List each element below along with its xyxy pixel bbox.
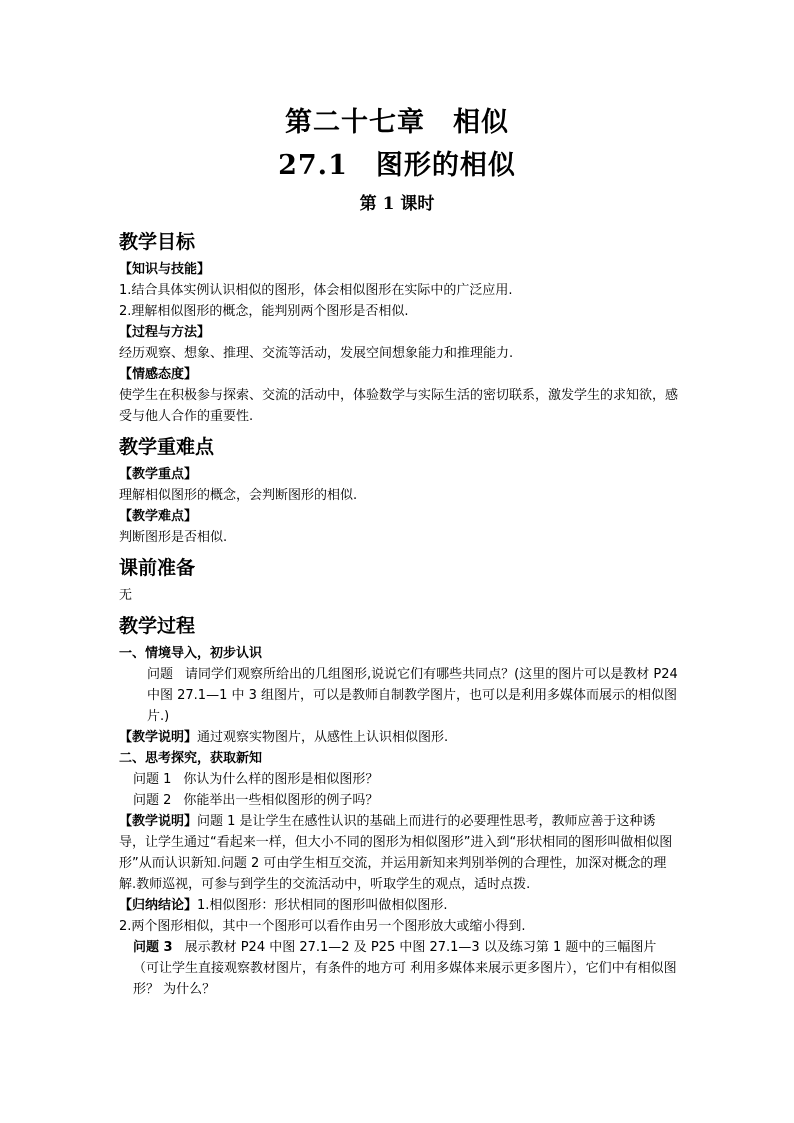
emotion-tag: 【情感态度】 xyxy=(119,367,198,382)
step2-note xyxy=(119,811,681,895)
procedure-heading: 教学过程 xyxy=(119,615,196,637)
step1-question-label: 问题 xyxy=(147,667,174,682)
step2-note-text: 问题 1 是让学生在感性认识的基础上而进行的必要理性思考，教师应善于这种诱导，让学生通过“看起来一样，但大小不同的图形为相似图形”进入到“形状相同的图形叫做相似图形”从而认识新知.问题 2 可由学生相互交流，并运用新知来判别举例的合理性，加深对概念的理解.教师巡视，可参与到学生的交流活动中，听取学生的观点，适时点拨. xyxy=(119,814,673,892)
step1-question xyxy=(119,664,681,727)
document-body xyxy=(119,228,681,1000)
question-1-text: 你认为什么样的图形是相似图形？ xyxy=(183,772,379,787)
question-3-text: 展示教材 P24 中图 27.1—2 及 P25 中图 27.1—3 以及练习第 1 题中的三幅图片（可让学生直接观察教材图片，有条件的地方可 利用多媒体来展示更多图片），它们中有相似图形？ 为什么？ xyxy=(133,940,677,997)
lesson-title: 第 1 课时 xyxy=(359,194,435,214)
section-title: 27.1 图形的相似 xyxy=(278,150,516,181)
objectives-heading: 教学目标 xyxy=(119,231,196,253)
process-tag: 【过程与方法】 xyxy=(119,325,211,340)
preparation-heading: 课前准备 xyxy=(119,557,196,579)
emotion-item-1: 使学生在积极参与探索、交流的活动中，体验数学与实际生活的密切联系，激发学生的求知欲，感受与他人合作的重要性. xyxy=(119,388,679,424)
step1-note-text: 通过观察实物图片，从感性上认识相似图形. xyxy=(197,730,449,745)
preparation-text: 无 xyxy=(119,588,133,603)
conclusion-1-text: 1.相似图形：形状相同的图形叫做相似图形. xyxy=(197,898,448,913)
knowledge-item-2: 2.理解相似图形的概念，能判别两个图形是否相似. xyxy=(119,304,409,319)
step1-title: 一、情境导入，初步认识 xyxy=(119,646,263,661)
question-2 xyxy=(119,790,681,811)
question-3 xyxy=(119,937,681,1000)
conclusion-tag: 【归纳结论】 xyxy=(119,898,198,913)
conclusion-1 xyxy=(119,895,681,916)
question-2-text: 你能举出一些相似图形的例子吗？ xyxy=(183,793,379,808)
knowledge-item-1: 1.结合具体实例认识相似的图形，体会相似图形在实际中的广泛应用. xyxy=(119,283,513,298)
focus-item-1: 理解相似图形的概念，会判断图形的相似. xyxy=(119,488,358,503)
difficulty-tag: 【教学难点】 xyxy=(119,509,198,524)
step1-question-text: 请同学们观察所给出的几组图形,说说它们有哪些共同点？(这里的图片可以是教材 P24 中图 27.1—1 中 3 组图片，可以是教师自制教学图片，也可以是利用多媒体而展示的相似图片.) xyxy=(147,667,678,724)
chapter-title: 第二十七章 相似 xyxy=(285,107,509,138)
question-3-label: 问题 3 xyxy=(133,940,173,955)
process-item-1: 经历观察、想象、推理、交流等活动，发展空间想象能力和推理能力. xyxy=(119,346,514,361)
step1-note xyxy=(119,727,681,748)
question-2-label: 问题 2 xyxy=(133,793,172,808)
step2-note-tag: 【教学说明】 xyxy=(119,814,198,829)
step2-title: 二、思考探究，获取新知 xyxy=(119,751,263,766)
step1-note-tag: 【教学说明】 xyxy=(119,730,198,745)
knowledge-tag: 【知识与技能】 xyxy=(119,262,211,277)
focus-tag: 【教学重点】 xyxy=(119,467,198,482)
conclusion-2: 2.两个图形相似，其中一个图形可以看作由另一个图形放大或缩小得到. xyxy=(119,919,526,934)
question-1-label: 问题 1 xyxy=(133,772,172,787)
key-points-heading: 教学重难点 xyxy=(119,436,215,458)
question-1 xyxy=(119,769,681,790)
difficulty-item-1: 判断图形是否相似. xyxy=(119,530,228,545)
